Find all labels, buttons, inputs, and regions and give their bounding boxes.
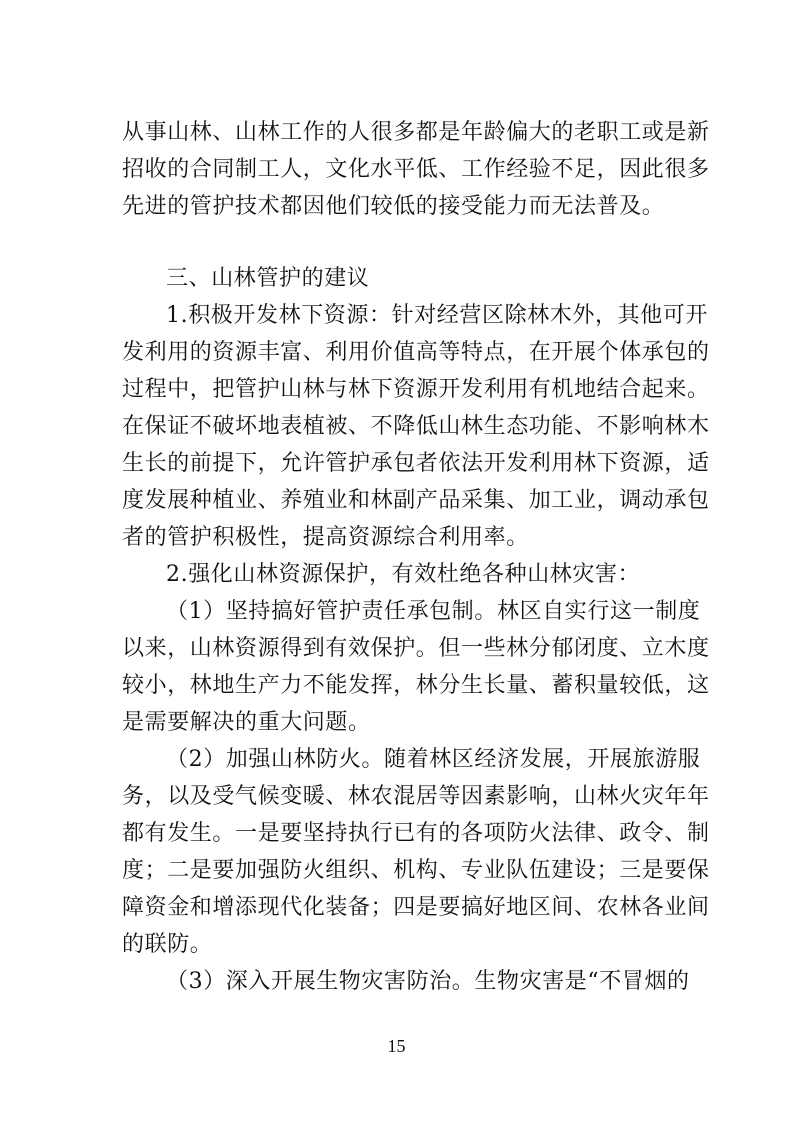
paragraph-line: 先进的管护技术都因他们较低的接受能力而无法普及。 (122, 194, 665, 219)
paragraph-line: （3）深入开展生物灾害防治。生物灾害是“不冒烟的 (166, 969, 690, 994)
paragraph-line: 的联防。 (122, 932, 213, 957)
section-heading: 三、山林管护的建议 (166, 266, 370, 291)
paragraph-line: 生长的前提下，允许管护承包者依法开发利用林下资源，适 (122, 451, 710, 476)
paragraph-line: 度发展种植业、养殖业和林副产品采集、加工业，调动承包 (122, 488, 710, 513)
paragraph-line: 是需要解决的重大问题。 (122, 710, 371, 735)
paragraph-line: （2）加强山林防火。随着林区经济发展，开展旅游服 (166, 747, 701, 772)
paragraph-line: 度；二是要加强防火组织、机构、专业队伍建设；三是要保 (122, 858, 710, 883)
paragraph-line: 以来，山林资源得到有效保护。但一些林分郁闭度、立木度 (122, 636, 710, 661)
page-number: 15 (387, 1036, 406, 1056)
paragraph-line: 在保证不破坏地表植被、不降低山林生态功能、不影响林木 (122, 414, 710, 439)
subheading-line: 2.强化山林资源保护，有效杜绝各种山林灾害： (166, 562, 641, 587)
paragraph-line: 障资金和增添现代化装备；四是要搞好地区间、农林各业间 (122, 895, 710, 920)
paragraph-line: 招收的合同制工人，文化水平低、工作经验不足，因此很多 (122, 157, 710, 182)
paragraph-line: 较小，林地生产力不能发挥，林分生长量、蓄积量较低，这 (122, 673, 710, 698)
paragraph-line: 者的管护积极性，提高资源综合利用率。 (122, 525, 529, 550)
paragraph-line: 1.积极开发林下资源：针对经营区除林木外，其他可开 (166, 303, 708, 328)
paragraph-line: 发利用的资源丰富、利用价值高等特点，在开展个体承包的 (122, 340, 710, 365)
paragraph-line: （1）坚持搞好管护责任承包制。林区自实行这一制度 (166, 599, 701, 624)
paragraph-line: 都有发生。一是要坚持执行已有的各项防火法律、政令、制 (122, 821, 710, 846)
paragraph-line: 过程中，把管护山林与林下资源开发利用有机地结合起来。 (122, 377, 710, 402)
paragraph-line: 务，以及受气候变暖、林农混居等因素影响，山林火灾年年 (122, 784, 710, 809)
paragraph-line: 从事山林、山林工作的人很多都是年龄偏大的老职工或是新 (122, 120, 710, 145)
